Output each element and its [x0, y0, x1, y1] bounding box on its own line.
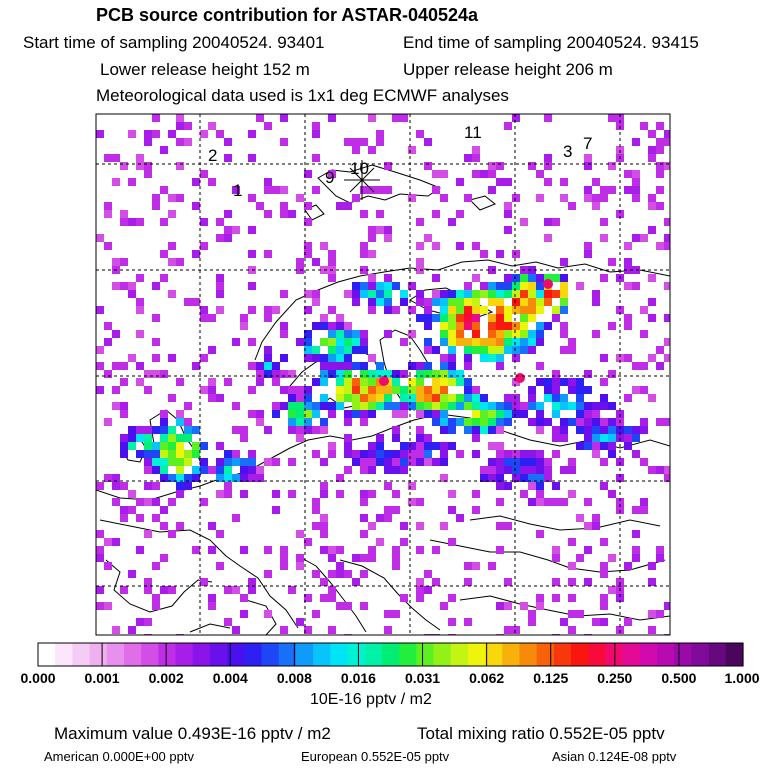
colorbar-cell — [55, 643, 73, 666]
colorbar-cell — [468, 643, 486, 666]
max-value: Maximum value 0.493E-16 pptv / m2 — [54, 724, 331, 743]
colorbar-tick-label: 0.125 — [533, 670, 569, 686]
colorbar-cell — [554, 643, 572, 666]
colorbar-cell — [433, 643, 451, 666]
marker-11: 11 — [464, 123, 482, 142]
colorbar-cell — [657, 643, 675, 666]
colorbar-cell — [519, 643, 537, 666]
colorbar-tick-label: 0.002 — [148, 670, 184, 686]
colorbar-cell — [382, 643, 400, 666]
colorbar-cell — [72, 643, 90, 666]
marker-3: 3 — [563, 142, 573, 161]
colorbar-cell — [451, 643, 469, 666]
european-contribution: European 0.552E-05 pptv — [301, 749, 450, 764]
start-time-label: Start time of sampling 20040524. 93401 — [23, 33, 325, 52]
colorbar-cell — [571, 643, 589, 666]
colorbar-tick-label: 0.500 — [661, 670, 697, 686]
colorbar-tick-label: 0.016 — [340, 670, 376, 686]
colorbar-cell — [38, 643, 56, 666]
american-contribution: American 0.000E+00 pptv — [44, 749, 194, 764]
colorbar-cell — [485, 643, 503, 666]
colorbar-tick-label: 1.000 — [724, 670, 760, 686]
marker-7: 7 — [583, 134, 593, 153]
colorbar-cell — [90, 643, 108, 666]
upper-height-label: Upper release height 206 m — [403, 60, 613, 79]
colorbar-cell — [244, 643, 262, 666]
end-time-label: End time of sampling 20040524. 93415 — [403, 33, 699, 52]
total-mixing-ratio: Total mixing ratio 0.552E-05 pptv — [417, 724, 665, 743]
colorbar-cell — [623, 643, 641, 666]
marker-2: 2 — [208, 146, 218, 165]
colorbar-cell — [158, 643, 176, 666]
colorbar-cell — [313, 643, 331, 666]
colorbar-cell — [176, 643, 194, 666]
colorbar-cell — [279, 643, 297, 666]
colorbar-cell — [296, 643, 314, 666]
colorbar-cell — [416, 643, 434, 666]
colorbar-cell — [210, 643, 228, 666]
asian-contribution: Asian 0.124E-08 pptv — [552, 749, 677, 764]
colorbar-tick-label: 0.250 — [597, 670, 633, 686]
colorbar-cell — [348, 643, 366, 666]
colorbar-cell — [193, 643, 211, 666]
marker-10: 10 — [350, 159, 369, 178]
colorbar-tick-label: 0.062 — [469, 670, 505, 686]
colorbar-cell — [709, 643, 727, 666]
colorbar-tick-label: 0.031 — [405, 670, 441, 686]
colorbar-unit: 10E-16 pptv / m2 — [310, 691, 432, 708]
colorbar-cells — [38, 643, 744, 666]
colorbar-tick-label: 0.004 — [212, 670, 248, 686]
met-data-label: Meteorological data used is 1x1 deg ECMWF analyses — [96, 86, 509, 105]
colorbar-cell — [365, 643, 383, 666]
colorbar-cell — [124, 643, 142, 666]
colorbar-tick-label: 0.001 — [84, 670, 120, 686]
colorbar-tick-label: 0.008 — [276, 670, 312, 686]
colorbar-cell — [691, 643, 709, 666]
colorbar-cell — [262, 643, 280, 666]
colorbar-cell — [640, 643, 658, 666]
marker-9: 9 — [325, 168, 335, 187]
colorbar-cell — [141, 643, 159, 666]
colorbar-cell — [330, 643, 348, 666]
colorbar-cell — [399, 643, 417, 666]
colorbar-cell — [674, 643, 692, 666]
colorbar-tick-label: 0.000 — [20, 670, 56, 686]
colorbar-cell — [107, 643, 125, 666]
plot-title: PCB source contribution for ASTAR-040524a — [96, 5, 479, 25]
colorbar-cell — [726, 643, 744, 666]
colorbar-cell — [588, 643, 606, 666]
marker-1: 1 — [233, 181, 243, 200]
lower-height-label: Lower release height 152 m — [100, 60, 310, 79]
colorbar-cell — [537, 643, 555, 666]
colorbar-cell — [502, 643, 520, 666]
